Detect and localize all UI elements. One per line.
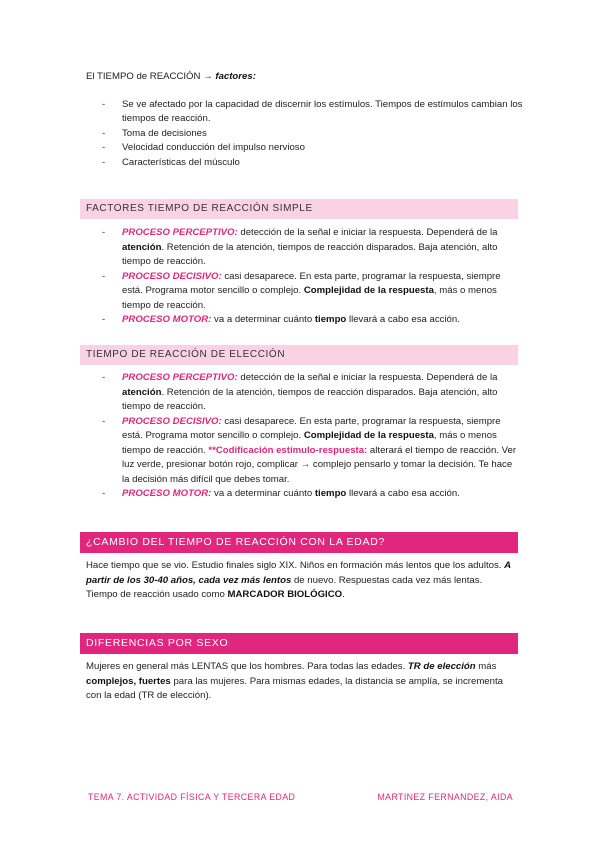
- list-item: - Características del músculo: [86, 156, 526, 171]
- term-label: PROCESO DECISIVO:: [122, 415, 222, 427]
- intro-block: [86, 70, 526, 170]
- term-text: va a determinar cuánto: [211, 488, 315, 499]
- list-item: - Velocidad conducción del impulso nervioso: [86, 141, 526, 156]
- para-text: Mujeres en general más LENTAS que los hombres. Para todas las edades.: [86, 661, 408, 672]
- term-label: PROCESO DECISIVO:: [122, 270, 222, 282]
- bold-term: Complejidad de la respuesta: [303, 430, 434, 441]
- term-text: . Retención de la atención, tiempos de reacción disparados. Baja atención, alto tiempo de reacción.: [122, 241, 498, 267]
- list-item: [86, 371, 522, 415]
- simple-section: [86, 226, 522, 328]
- list-item: [86, 313, 522, 328]
- term-text: alterará el tiempo de reacción. Ver luz verde, presionar botón rojo, complicar → complejo pensarlo y tomar la decisión. Te hace la decisión más difícil que debes tomar.: [122, 444, 517, 485]
- intro-title-text: El TIEMPO de REACCIÓN →: [86, 71, 216, 82]
- sex-paragraph: [86, 660, 516, 704]
- bold-term: Complejidad de la respuesta: [303, 285, 434, 296]
- list-item: [86, 487, 522, 502]
- intro-title: [86, 70, 526, 85]
- term-text: casi desaparece. En esta parte, programar la respuesta, siempre está. Programa motor sencillo o complejo.: [122, 270, 501, 296]
- term-text: . Retención de la atención, tiempos de reacción disparados. Baja atención, alto tiempo de reacción.: [122, 386, 498, 412]
- footer-topic: TEMA 7. ACTIVIDAD FÍSICA Y TERCERA EDAD: [88, 792, 296, 802]
- coding-label: **Codificación estímulo-respuesta:: [208, 444, 368, 456]
- section-heading-sex: DIFERENCIAS POR SEXO: [80, 633, 518, 654]
- term-label: PROCESO PERCEPTIVO:: [122, 372, 238, 383]
- choice-list: [86, 371, 522, 502]
- section-heading-simple: FACTORES TIEMPO DE REACCIÓN SIMPLE: [80, 199, 518, 219]
- footer-author: MARTINEZ FERNANDEZ, AIDA: [377, 792, 513, 802]
- para-text: para las mujeres. Para mismas edades, la distancia se amplía, se incrementa con la edad (TR de elección).: [86, 675, 503, 701]
- bold-term: atención: [122, 386, 162, 398]
- bold-term: MARCADOR BIOLÓGICO: [227, 589, 343, 600]
- term-label: PROCESO MOTOR:: [122, 314, 212, 325]
- list-item: [86, 226, 522, 270]
- bold-term: complejos, fuertes: [86, 675, 171, 687]
- list-item: - Se ve afectado por la capacidad de discernir los estímulos. Tiempos de estímulos cambian los tiempos de reacción.: [86, 98, 526, 127]
- term-text: llevará a cabo esa acción.: [346, 488, 460, 499]
- list-item: [86, 270, 522, 314]
- bold-term: atención: [122, 241, 162, 253]
- list-item: - Toma de decisiones: [86, 127, 526, 142]
- para-text: Hace tiempo que se vio. Estudio finales siglo XIX. Niños en formación más lentos que los adultos.: [86, 560, 505, 571]
- para-text: de nuevo. Respuestas cada vez más lentas. Tiempo de reacción usado como: [86, 574, 483, 600]
- term-text: detección de la señal e iniciar la respuesta. Dependerá de la: [237, 372, 498, 383]
- term-label: PROCESO MOTOR:: [122, 488, 212, 499]
- section-heading-age: ¿CAMBIO DEL TIEMPO DE REACCIÓN CON LA EDAD?: [80, 532, 518, 553]
- term-text: va a determinar cuánto: [211, 314, 315, 325]
- intro-title-emphasis: factores:: [215, 71, 256, 82]
- para-text: .: [342, 589, 345, 600]
- term-text: casi desaparece. En esta parte, programar la respuesta, siempre está. Programa motor sencillo o complejo.: [122, 415, 501, 441]
- term-label: PROCESO PERCEPTIVO:: [122, 227, 238, 238]
- term-text: detección de la señal e iniciar la respuesta. Dependerá de la: [237, 227, 498, 238]
- age-paragraph: [86, 559, 516, 603]
- bold-term: tiempo: [314, 314, 347, 325]
- term-text: , más o menos tiempo de reacción.: [122, 285, 497, 311]
- intro-list: [86, 98, 526, 171]
- emphasis-text: TR de elección: [407, 661, 476, 672]
- term-text: llevará a cabo esa acción.: [346, 314, 460, 325]
- section-heading-choice: TIEMPO DE REACCIÓN DE ELECCIÓN: [80, 345, 518, 365]
- bold-term: tiempo: [314, 488, 347, 499]
- term-text: , más o menos tiempo de reacción.: [122, 430, 497, 456]
- para-text: más: [475, 661, 497, 672]
- emphasis-text: A partir de los 30-40 años, cada vez más lentos: [86, 560, 511, 586]
- simple-list: [86, 226, 522, 328]
- list-item: [86, 415, 522, 488]
- choice-section: [86, 371, 522, 502]
